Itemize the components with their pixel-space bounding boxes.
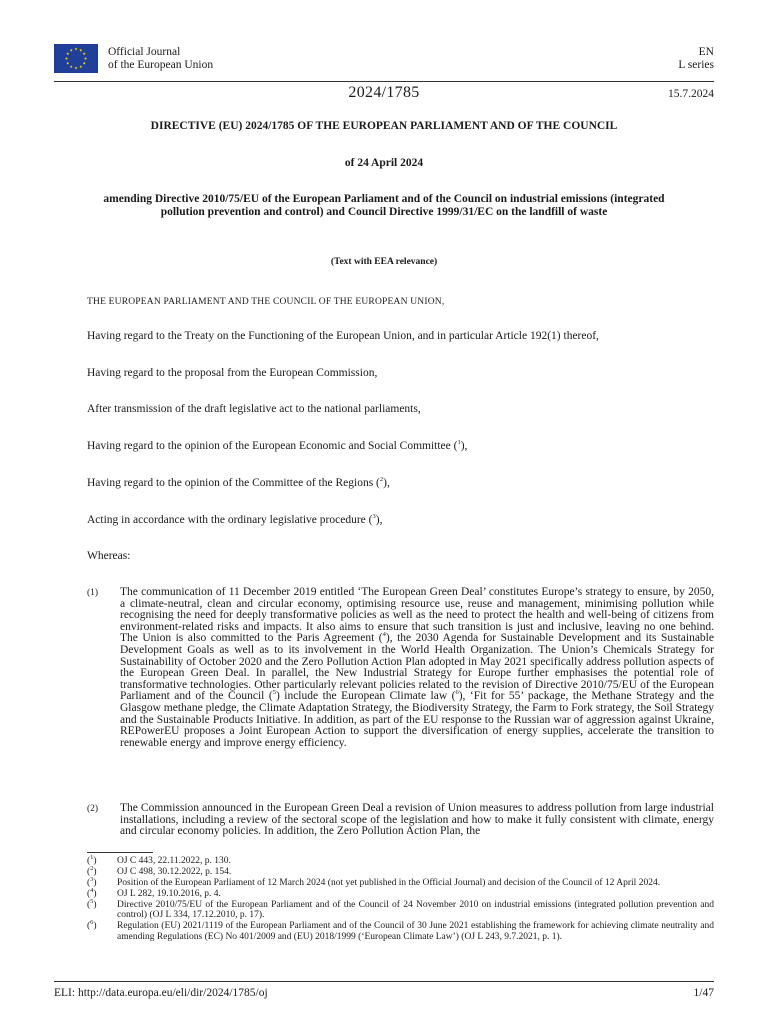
citation-whereas: Whereas: [87,550,131,562]
footnote: ($^3$) Position of the European Parliament of 12 March 2024 (not yet published in the Official Journal) and decision of the Council of 12 April 2024. [87,875,661,888]
footnote-ref: 6 [455,689,459,697]
preamble: THE EUROPEAN PARLIAMENT AND THE COUNCIL OF THE EUROPEAN UNION, [87,297,445,307]
recital-text: The Commission announced in the European Green Deal a revision of Union measures to address pollution from large industrial installations, including a review of the sectoral scope of the legislation and how to make it fully consistent with climate, energy and circular economy policies. In addition, the Zero Pollution Action Plan, the [120,802,714,838]
eu-star [74,47,77,50]
language-code: EN [698,46,714,58]
eu-star [79,49,82,52]
citation: Having regard to the opinion of the European Economic and Social Committee ($^1$), [87,439,468,452]
footnote-ref: 3 [372,513,376,521]
directive-date: of 24 April 2024 [344,157,424,169]
footer-divider [54,981,714,982]
footnote-ref: 1 [457,439,461,447]
footnote-divider [87,852,153,853]
footnote-ref: 5 [272,689,276,697]
recital-number: (1) [87,588,99,598]
eu-star [70,65,73,68]
page-number: 1/47 [693,987,714,999]
citation: Having regard to the proposal from the European Commission, [87,367,378,379]
footnote-ref: 2 [379,476,384,484]
footnote: ($^6$) Regulation (EU) 2021/1119 of the European Parliament and of the Council of 30 June 2021 establishing the framework for achieving climate neutrality and amending Regulations (EC) No 401/2009 and (EU) 2018/1999 (‘European Climate Law’) (OJ L 243, 9.7.2021, p. 1). [87,919,714,942]
journal-title-line1: Official Journal [108,46,181,58]
recital-text: The communication of 11 December 2019 entitled ‘The European Green Deal’ constitutes Europe’s strategy to ensure, by 2050, a climate-neutral, clean and circular economy, optimising resource use, reuse and management, minimising pollution while recognising the need for deeply transformative policies as well as the need to protect the health and well-being of citizens from environment-related risks and impacts. It also aims to ensure that such transition is just and inclusive, leaving no one behind. The Union is also committed to the Paris Agreement ($^4$), the 2030 Agenda for Sustainable Development and its Sustainable Development Goals as well as to its involvement in the World Health Organization. The Union’s Chemicals Strategy for Sustainability of October 2020 and the Zero Pollution Action Plan adopted in May 2021 specifically address pollution aspects of the European Green Deal. In parallel, the New Industrial Strategy for Europe further emphasises the potential role of transformative technologies. Other particularly relevant policies related to the revision of Directive 2010/75/EU of the European Parliament and of the Council ($^5$) include the European Climate law ($^6$), ‘Fit for 55’ package, the Methane Strategy and the Glasgow methane pledge, the Climate Adaptation Strategy, the Biodiversity Strategy, the Farm to Fork strategy, the Soil Strategy and the Sustainable Products Initiative. In addition, as part of the EU response to the Russian war of aggression against Ukraine, REPowerEU proposes a Joint European Action to support the diversification of energy supplies, accelerate the transition to renewable energy and improve energy efficiency. [120,586,714,749]
eu-star [83,52,86,55]
citation: After transmission of the draft legislative act to the national parliaments, [87,403,421,415]
document-number: 2024/1785 [348,84,420,101]
directive-title: DIRECTIVE (EU) 2024/1785 OF THE EUROPEAN PARLIAMENT AND OF THE COUNCIL [150,120,618,132]
document-date: 15.7.2024 [668,88,714,100]
journal-title-line2: of the European Union [108,59,214,71]
footnote-ref: 4 [382,631,386,639]
recital-2 [87,803,714,838]
recital-number: (2) [87,804,99,814]
footnote: ($^4$) OJ L 282, 19.10.2016, p. 4. [87,886,221,899]
footnote: ($^1$) OJ C 443, 22.11.2022, p. 130. [87,853,231,866]
series-label: L series [678,59,714,71]
eu-star [74,66,77,69]
citation: Having regard to the Treaty on the Functioning of the European Union, and in particular Article 192(1) thereof, [87,330,599,342]
eu-star [79,65,82,68]
recital-1 [87,587,714,749]
eea-relevance: (Text with EEA relevance) [330,257,438,267]
eu-star [66,52,69,55]
citations-block [87,0,714,580]
eu-star [83,62,86,65]
footnote: ($^5$) Directive 2010/75/EU of the European Parliament and of the Council of 24 November 2010 on industrial emissions (integrated pollution prevention and control) (OJ L 334, 17.12.2010, p. 17). [87,897,714,921]
citation: Acting in accordance with the ordinary legislative procedure ($^3$), [87,513,383,526]
eu-star [70,49,73,52]
eu-star [65,57,68,60]
directive-subject: amending Directive 2010/75/EU of the European Parliament and of the Council on industrial emissions (integrated pollution prevention and control) and Council Directive 1999/31/EC on the landfill of waste [103,193,665,218]
footnotes [87,853,714,943]
citation: Having regard to the opinion of the Committee of the Regions ($^2$), [87,476,390,489]
eli-link[interactable]: ELI: http://data.europa.eu/eli/dir/2024/1785/oj [54,987,268,999]
footnote: ($^2$) OJ C 498, 30.12.2022, p. 154. [87,864,232,877]
eu-star [66,62,69,65]
